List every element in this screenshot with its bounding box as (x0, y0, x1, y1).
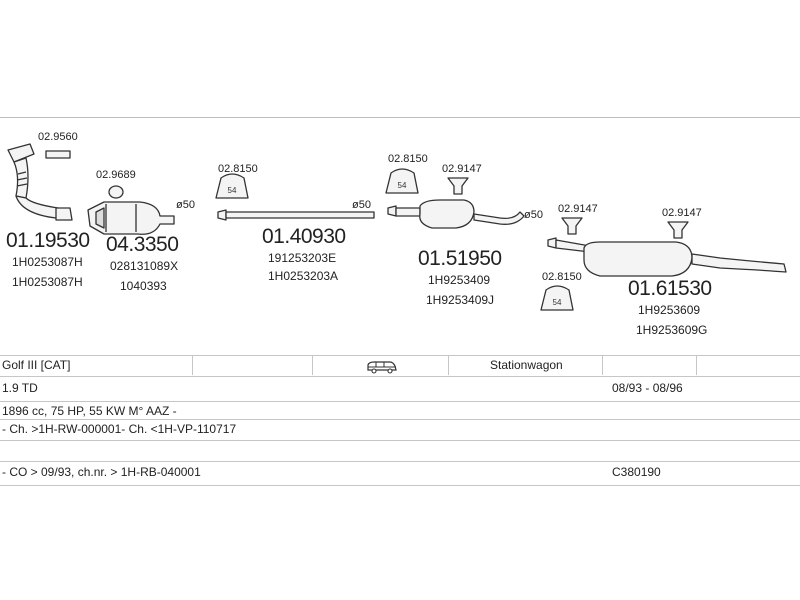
part-ref-5a: 1H9253609 (638, 303, 701, 317)
clamp-label-1: 02.8150 (218, 163, 258, 175)
hanger-label-2: 02.9147 (558, 203, 598, 215)
column-divider (448, 355, 449, 375)
middle-pipe-drawing (218, 210, 374, 220)
diameter-label-2: ø50 (352, 199, 371, 211)
part-ref-2a: 028131089X (110, 259, 179, 273)
catalytic-converter-drawing (88, 202, 174, 234)
part-ref-5b: 1H9253609G (636, 323, 708, 337)
code-cell: C380190 (612, 465, 661, 479)
clamp-icon-text-1: 54 (227, 186, 237, 195)
part-number-5[interactable]: 01.61530 (628, 277, 712, 300)
spec-cell: 1896 cc, 75 HP, 55 KW M° AAZ - (2, 404, 177, 418)
part-number-4[interactable]: 01.51950 (418, 247, 502, 270)
gasket-label: 02.9560 (38, 131, 78, 143)
clamp-label-2: 02.8150 (388, 153, 428, 165)
column-divider (602, 355, 603, 375)
years-cell: 08/93 - 08/96 (612, 381, 683, 395)
table-bottom-line (0, 485, 800, 486)
hanger-drawing-3 (668, 222, 688, 238)
middle-muffler-drawing (388, 200, 524, 228)
clamp-icon-text-2: 54 (397, 181, 407, 190)
column-divider (312, 355, 313, 375)
gasket-drawing (46, 151, 70, 158)
body-type-cell: Stationwagon (490, 358, 563, 372)
diameter-label-3: ø50 (524, 209, 543, 221)
chassis-cell: - Ch. >1H-RW-000001- Ch. <1H-VP-110717 (2, 422, 237, 436)
ring-label: 02.9689 (96, 169, 136, 181)
hanger-label-1: 02.9147 (442, 163, 482, 175)
table-row (0, 440, 800, 461)
part-ref-4b: 1H9253409J (426, 293, 495, 307)
engine-cell: 1.9 TD (2, 381, 38, 395)
clamp-label-3: 02.8150 (542, 271, 582, 283)
part-ref-2b: 1040393 (120, 279, 167, 293)
part-number-1[interactable]: 01.19530 (6, 229, 90, 252)
column-divider (696, 355, 697, 375)
part-number-2[interactable]: 04.3350 (106, 233, 179, 256)
clamp-icon-text-3: 54 (552, 298, 562, 307)
table-row (0, 355, 800, 376)
part-ref-1a: 1H0253087H (12, 255, 83, 269)
part-ref-3b: 1H0253203A (268, 269, 339, 283)
hanger-drawing-1 (448, 178, 468, 194)
part-ref-4a: 1H9253409 (428, 273, 491, 287)
part-ref-1b: 1H0253087H (12, 275, 83, 289)
diameter-label-1: ø50 (176, 199, 195, 211)
hanger-label-3: 02.9147 (662, 207, 702, 219)
van-icon (366, 360, 398, 374)
part-number-3[interactable]: 01.40930 (262, 225, 346, 248)
hanger-drawing-2 (562, 218, 582, 234)
column-divider (192, 355, 193, 375)
model-cell: Golf III [CAT] (2, 358, 71, 372)
rear-muffler-drawing (548, 238, 786, 276)
ring-drawing (109, 186, 123, 198)
part-ref-3a: 191253203E (268, 251, 337, 265)
exhaust-diagram (0, 118, 800, 350)
note-cell: - CO > 09/93, ch.nr. > 1H-RB-040001 (2, 465, 201, 479)
